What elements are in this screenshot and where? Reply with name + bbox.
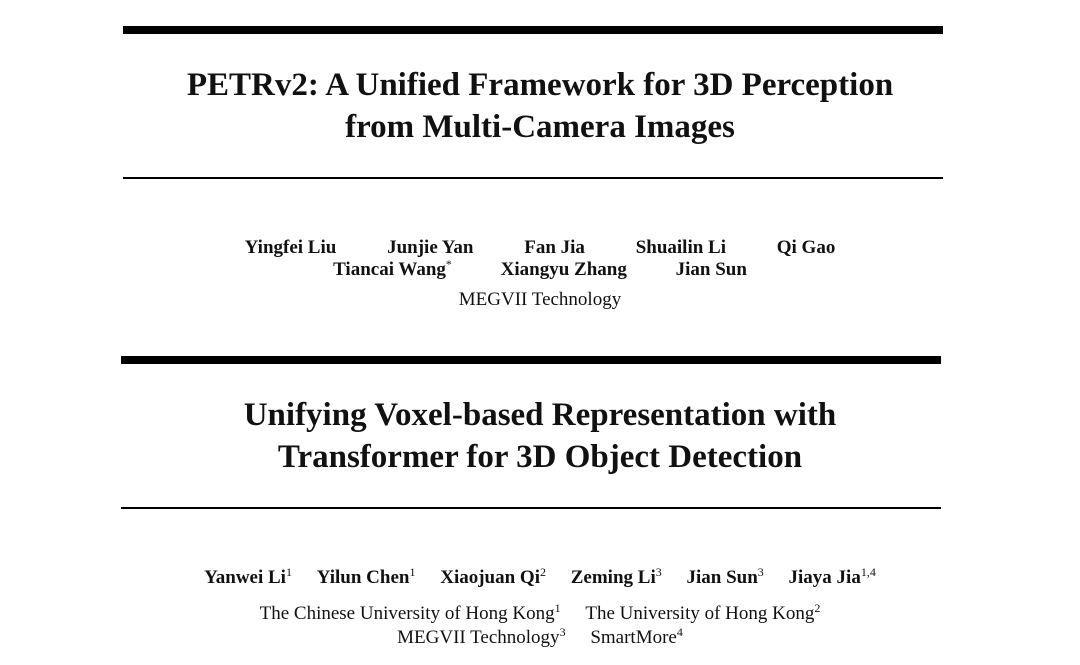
author (333, 259, 452, 281)
affiliation (260, 603, 561, 625)
author-name: Zeming Li (570, 567, 656, 588)
affiliation-name: SmartMore (590, 627, 677, 648)
paper1-title (0, 64, 1080, 148)
paper1-title-bottom-rule (123, 177, 943, 179)
author-marker: * (445, 257, 452, 271)
affiliation-name: MEGVII Technology (397, 627, 560, 648)
top-rule (123, 26, 943, 34)
affiliation (585, 603, 820, 625)
author (686, 567, 763, 589)
author-affil-index: 3 (757, 565, 764, 579)
author-name: Jiaya Jia (788, 567, 861, 588)
author-affil-index: 1,4 (860, 565, 876, 579)
author (204, 567, 292, 589)
paper2-affiliations-row2 (0, 627, 1080, 649)
author-name: Junjie Yan (387, 237, 474, 258)
author (501, 259, 627, 281)
author (571, 567, 662, 589)
author-name: Xiangyu Zhang (500, 259, 627, 280)
affiliation-index: 3 (559, 625, 566, 639)
affiliation-name: The University of Hong Kong (585, 603, 815, 624)
author (676, 259, 747, 281)
author-affil-index: 3 (655, 565, 662, 579)
paper2-authors-row (0, 567, 1080, 589)
paper1-title-line: from Multi-Camera Images (345, 109, 735, 145)
author-affil-index: 1 (409, 565, 416, 579)
author-name: Fan Jia (524, 237, 585, 258)
author-name: Yilun Chen (316, 567, 410, 588)
affiliation-text: MEGVII Technology (458, 289, 622, 310)
affiliation-index: 2 (814, 601, 821, 615)
paper1-title-line: PETRv2: A Unified Framework for 3D Perception (186, 67, 894, 103)
author (317, 567, 416, 589)
author-name: Qi Gao (776, 237, 836, 258)
author-affil-index: 2 (540, 565, 546, 579)
paper2-title-line: Transformer for 3D Object Detection (277, 439, 803, 475)
affiliation (590, 627, 683, 649)
paper1-authors-row1 (0, 237, 1080, 259)
paper2-title-line: Unifying Voxel-based Representation with (243, 397, 837, 433)
author-name: Tiancai Wang (333, 259, 446, 280)
affiliation-index: 4 (676, 625, 683, 639)
author-name: Yingfei Liu (244, 237, 337, 258)
paper1-authors-row2 (0, 259, 1080, 281)
author (789, 567, 876, 589)
paper1-affiliation (0, 289, 1080, 311)
author-name: Xiaojuan Qi (440, 567, 540, 588)
paper2-title (0, 394, 1080, 478)
affiliation-index: 1 (554, 601, 561, 615)
author (440, 567, 546, 589)
author-affil-index: 1 (285, 565, 292, 579)
author-name: Jian Sun (675, 259, 747, 280)
author-name: Jian Sun (686, 567, 758, 588)
paper2-title-bottom-rule (121, 507, 941, 509)
paper2-affiliations-row1 (0, 603, 1080, 625)
author-name: Yanwei Li (204, 567, 286, 588)
author-name: Shuailin Li (635, 237, 726, 258)
affiliation (397, 627, 565, 649)
affiliation-name: The Chinese University of Hong Kong (259, 603, 555, 624)
paper2-top-rule (121, 356, 941, 364)
